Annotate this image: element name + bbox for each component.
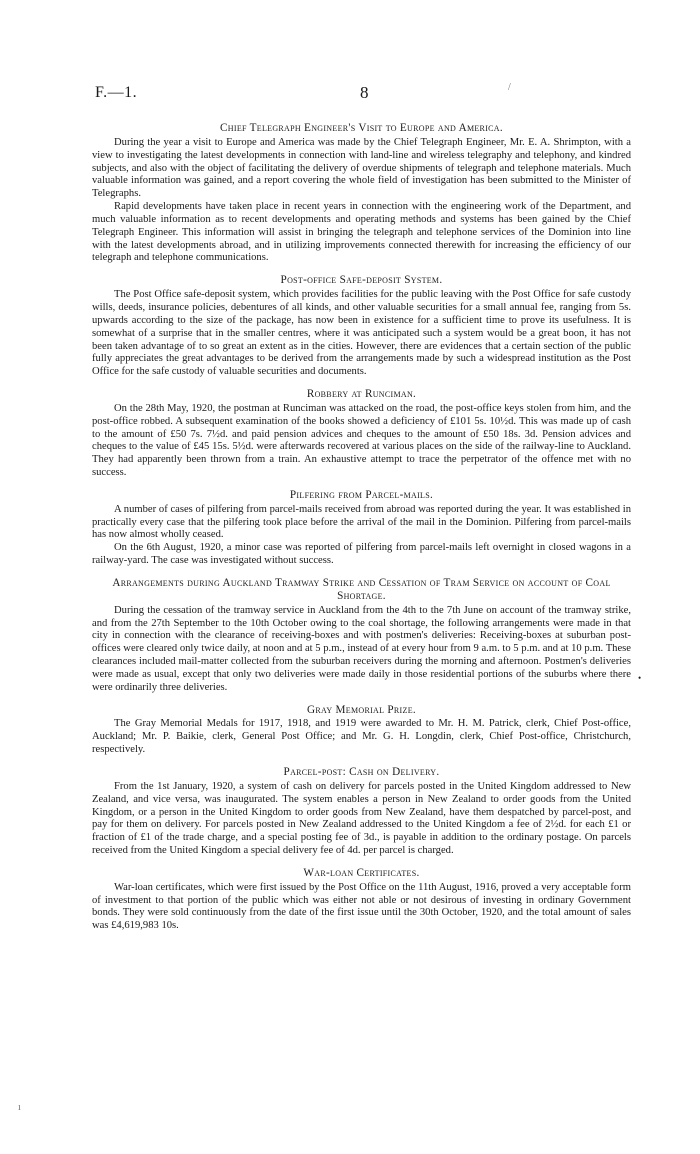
section-cash-on-delivery <box>92 766 631 858</box>
section-telegraph-engineer-visit <box>92 122 631 265</box>
margin-mark: / <box>508 82 511 93</box>
section-heading: Post-office Safe-deposit System. <box>280 274 443 287</box>
paragraph: The Gray Memorial Medals for 1917, 1918, and 1919 were awarded to Mr. H. M. Patrick, clerk, Chief Post-office, Auckland; Mr. P. Baikie, clerk, General Post Office; and Mr. G. H. Longdin, clerk, Chief Post-office, Christchurch, respectively. <box>92 718 631 756</box>
paragraph: On the 28th May, 1920, the postman at Runciman was attacked on the road, the post-office keys stolen from him, and the post-office robbed. A subsequent examination of the books showed a deficiency of £101 5s. 10½d. This was made up of cash to the amount of £50 7s. 7½d. and paid pension advices and cheques to the amount of £50 18s. 3d. Pension advices and cheques to the value of £45 15s. 5½d. were afterwards recovered at various places on the side of the railway-line to Auckland. They had apparently been thrown from a train. An exhaustive attempt to trace the perpetrator of the offence met with no success. <box>92 402 631 479</box>
section-heading: Robbery at Runciman. <box>306 388 417 401</box>
paragraph: From the 1st January, 1920, a system of cash on delivery for parcels posted in the United Kingdom addressed to New Zealand, and vice versa, was inaugurated. The system enables a person in New Zealand to order goods from the United Kingdom, or a person in the United Kingdom to order goods from New Zealand, have them despatched by parcel-post, and pay for them on delivery. For parcels posted in New Zealand addressed to the United Kingdom a fee of 2½d. for each £1 or fraction of £1 of the trade charge, and a special posting fee of 3d., is payable in addition to the ordinary postage. On parcels received from the United Kingdom a special delivery fee of 4d. per parcel is charged. <box>92 780 631 857</box>
paragraph: The Post Office safe-deposit system, which provides facilities for the public leaving with the Post Office for safe custody wills, deeds, insurance policies, debentures of all kinds, and other valuable securities for a small annual fee, ranging from 5s. upwards according to the size of the package, has now been in existence for a sufficient time to prove its usefulness. It is somewhat of a surprise that in the smaller centres, where it was anticipated such a system would be a great boon, it has not been taken advantage of to so great an extent as in the cities. However, there are evidences that a certain section of the public fully appreciates the great advantages to be derived from the arrangements made by such a widespread institution as the Post Office for the safe custody of valuable securities and documents. <box>92 289 631 378</box>
section-heading: Chief Telegraph Engineer's Visit to Europe and America. <box>220 122 503 134</box>
margin-mark: ı <box>18 1102 21 1113</box>
section-heading: Gray Memorial Prize. <box>306 703 416 716</box>
document-id: F.—1. <box>95 84 138 101</box>
paragraph: War-loan certificates, which were first issued by the Post Office on the 11th August, 1916, proved a very acceptable form of investment to that portion of the public which was either not able or not desirous of investing in ordinary Government bonds. They were sold continuously from the date of the first issue until the 30th October, 1920, and the total amount of sales was £4,619,983 10s. <box>92 881 631 932</box>
paragraph: Rapid developments have taken place in recent years in connection with the engineering work of the Department, and much valuable information as to recent developments and operating methods and systems has been gained by the Chief Telegraph Engineer. This information will assist in bringing the telegraph and telephone services of the Dominion into line with the latest developments abroad, and in utilizing improvements connected therewith for increasing the efficiency of our telegraph and telephone communications. <box>92 201 631 264</box>
section-war-loan <box>92 867 631 933</box>
paragraph: A number of cases of pilfering from parcel-mails received from abroad was reported during the year. It was established in practically every case that the pilfering took place before the arrival of the mail in the Dominion. Pilfering from parcel-mails has now almost wholly ceased. <box>92 503 631 541</box>
paragraph: During the cessation of the tramway service in Auckland from the 4th to the 7th June on account of the tramway strike, and from the 27th September to the 10th October owing to the coal shortage, the following arrangements were made in that city in connection with the clearance of receiving-boxes and with postmen's deliveries: Receiving-boxes at suburban post-offices were cleared only twice daily, at noon and at 5 p.m., instead of at every hour from 9 a.m. to 5 p.m. and at 10 p.m. These clearances included mail-matter collected from the suburban receivers during the morning and afternoon. Postmen's deliveries were made as usual, except that only two deliveries were made daily in those residential portions of the suburbs where there were ordinarily three deliveries. <box>92 604 631 693</box>
section-gray-memorial <box>92 704 631 757</box>
section-heading: Parcel-post: Cash on Delivery. <box>283 765 440 778</box>
section-heading: Pilfering from Parcel-mails. <box>289 488 434 501</box>
section-safe-deposit <box>92 274 631 379</box>
paragraph: During the year a visit to Europe and America was made by the Chief Telegraph Engineer, Mr. E. A. Shrimpton, with a view to investigating the latest developments in connection with land-line and wireless telegraphy and telephony, and kindred subjects, and also with the object of facilitating the delivery of overdue shipments of telegraph and telephone materials. Much valuable information was gained, and a report covering the whole field of investigation has been submitted to the Minister of Telegraphs. <box>92 136 631 200</box>
section-tramway-strike <box>92 577 631 695</box>
section-heading: Arrangements during Auckland Tramway Strike and Cessation of Tram Service on account of Coal Shortage. <box>112 577 611 602</box>
document-body <box>92 122 631 942</box>
page-number: 8 <box>360 83 369 102</box>
paragraph: On the 6th August, 1920, a minor case was reported of pilfering from parcel-mails left overnight in closed wagons in a railway-yard. The case was investigated without success. <box>92 542 631 567</box>
section-pilfering <box>92 489 631 568</box>
section-robbery-runciman <box>92 388 631 480</box>
margin-bullet: • <box>638 673 642 683</box>
section-heading: War-loan Certificates. <box>303 866 420 879</box>
